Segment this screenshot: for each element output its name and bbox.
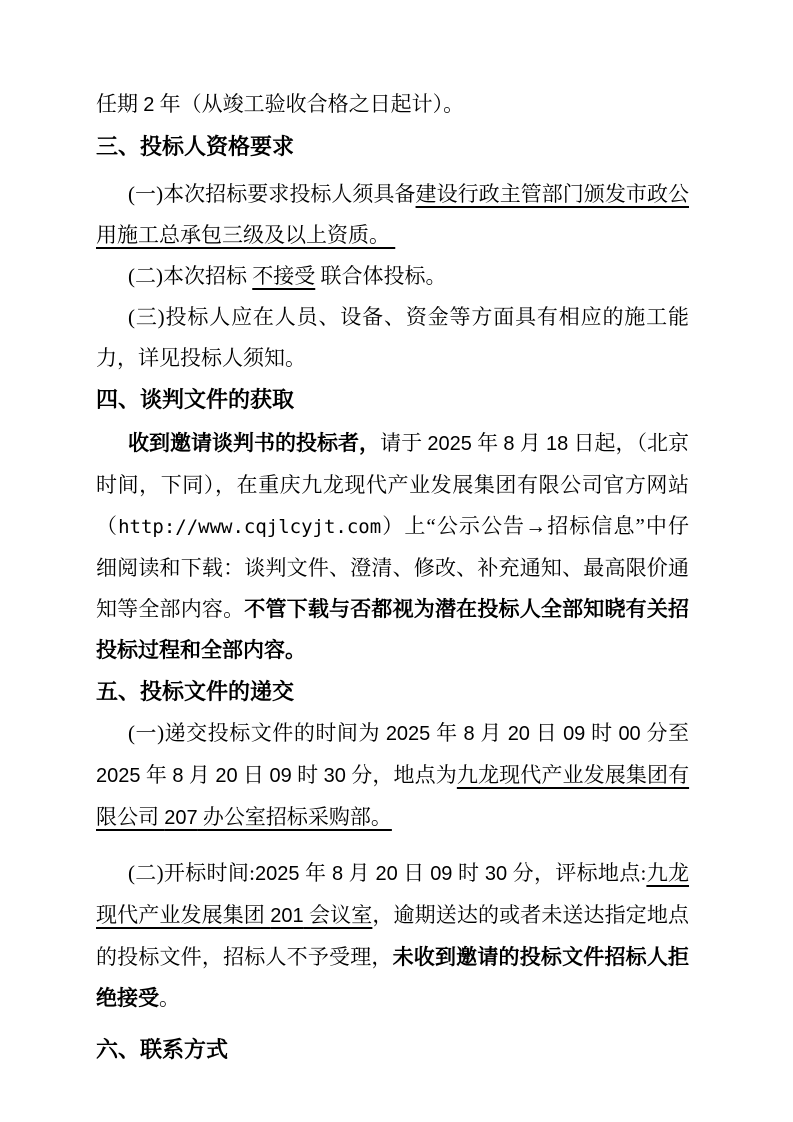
- text-run: 不管下载与否都视为潜在投标人全部知晓有关招投标过程和全部内容。: [96, 597, 689, 662]
- text-run: 09: [563, 723, 586, 745]
- text-run: 201: [270, 905, 304, 927]
- text-run: 月: [474, 721, 508, 745]
- text-run: 时: [585, 721, 619, 745]
- text-run: 日: [529, 721, 564, 745]
- para-qualification-requirement: [96, 174, 689, 256]
- text-run: http://www.cqjlcyjt.com: [118, 516, 382, 538]
- heading-bidder-qualifications: [96, 126, 689, 167]
- text-run: 月: [183, 763, 216, 787]
- text-run: ）上“公示公告→招标信息”中仔细阅读和下载：谈判文件、澄清、修改、补充通知、最高限价通知等全部内容。: [96, 514, 689, 621]
- para-tenure-continuation: [96, 84, 689, 126]
- text-run: 请于: [380, 431, 428, 455]
- text-run: 2025: [385, 723, 431, 745]
- text-run: 2025: [427, 433, 472, 455]
- text-run: 00: [618, 723, 641, 745]
- text-run: (三)投标人应在人员、设备、资金等方面具有相应的施工能力，详见投标人须知。: [96, 305, 689, 370]
- text-run: 联合体投标。: [315, 264, 447, 288]
- text-run: (二)开标时间:: [128, 861, 255, 885]
- text-run: 日: [397, 861, 431, 885]
- text-run: (一)本次招标要求投标人须具备: [128, 182, 416, 206]
- text-run: 分至: [640, 721, 690, 745]
- text-run: 月: [514, 431, 546, 455]
- text-run: 8: [503, 433, 515, 455]
- heading-bid-submission: [96, 671, 689, 712]
- text-run: 未收到邀请的投标文件招标人拒绝接受: [96, 945, 689, 1010]
- heading-contact: [96, 1029, 689, 1070]
- para-document-acquisition: [96, 423, 689, 671]
- text-run: 三、投标人资格要求: [96, 134, 295, 159]
- text-run: 20: [215, 765, 238, 787]
- text-run: 建设行政主管部门颁发市政公用施工总承包三级及以上资质。: [96, 182, 689, 247]
- text-run: 年: [140, 763, 173, 787]
- text-run: 收到邀请谈判书的投标者，: [128, 431, 381, 455]
- text-run: 六、联系方式: [96, 1037, 229, 1062]
- text-run: 日: [237, 763, 270, 787]
- text-run: 任期: [96, 92, 144, 116]
- text-run: 30: [484, 863, 508, 885]
- text-run: 时: [291, 763, 324, 787]
- text-run: 月: [343, 861, 376, 885]
- text-run: 九龙现代产业发展集团有限公司: [96, 763, 690, 829]
- text-run: 分，地点为: [345, 763, 457, 787]
- text-run: 五、投标文件的递交: [96, 679, 295, 704]
- text-run: 8: [463, 723, 475, 745]
- text-run: 8: [331, 863, 344, 885]
- text-run: 2025: [255, 863, 300, 885]
- para-submission-time: [96, 713, 689, 839]
- text-run: 18: [545, 433, 569, 455]
- para-no-consortium: [96, 256, 689, 297]
- text-run: (二)本次招标: [128, 264, 253, 288]
- text-run: 8: [172, 765, 184, 787]
- text-run: 会议室: [303, 903, 373, 927]
- text-run: 年: [299, 861, 332, 885]
- text-run: 办公室招标采购部。: [197, 805, 392, 829]
- text-run: 30: [323, 765, 346, 787]
- text-run: 09: [269, 765, 292, 787]
- text-run: 20: [507, 723, 530, 745]
- text-run: 不接受: [252, 264, 316, 288]
- text-run: ，逾期送达的或者未送达指定地点的投标文件，招标人不予受理，: [96, 903, 690, 969]
- text-run: 年: [471, 431, 504, 455]
- para-capability-requirement: [96, 297, 689, 379]
- text-run: 日起，（北京时间，下同），在重庆九龙现代产业发展集团有限公司官方网站（: [96, 431, 690, 538]
- text-run: 九龙现代产业发展集团: [96, 861, 690, 927]
- text-run: 时: [452, 861, 485, 885]
- text-run: 年（从竣工验收合格之日起计）。: [154, 92, 465, 116]
- text-run: 四、谈判文件的获取: [96, 387, 295, 412]
- text-run: 207: [164, 807, 198, 829]
- text-run: 09: [430, 863, 453, 885]
- text-run: 2025: [96, 765, 141, 787]
- text-run: 20: [375, 863, 398, 885]
- text-run: 。: [159, 986, 180, 1010]
- text-run: 2: [143, 94, 155, 116]
- text-run: 年: [430, 721, 464, 745]
- text-run: (一)递交投标文件的时间为: [128, 721, 386, 745]
- heading-negotiation-documents: [96, 379, 689, 420]
- text-run: 分，评标地点:: [507, 861, 647, 885]
- para-bid-opening: [96, 853, 689, 1019]
